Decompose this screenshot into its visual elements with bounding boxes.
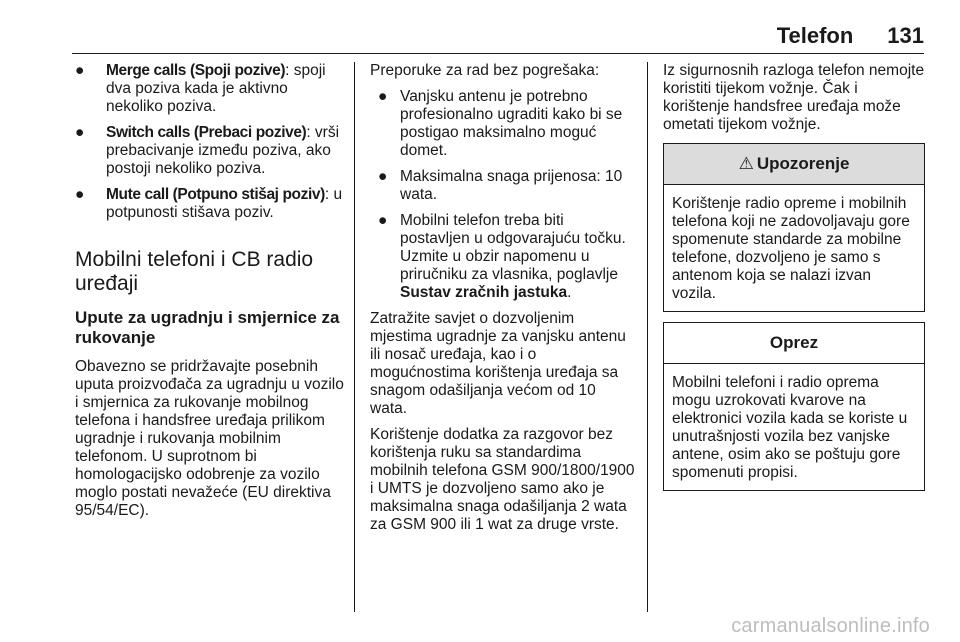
bullet-icon: ● <box>378 212 388 229</box>
menu-term-mute-call: Mute call (Potpuno stišaj poziv) <box>106 186 325 203</box>
caution-box <box>663 322 925 491</box>
list-item-text: : spoji dva poziva kada je aktivno nekoliko poziva. <box>106 62 326 115</box>
warning-box <box>663 143 925 312</box>
bullet-icon: ● <box>75 186 85 203</box>
caution-title: Oprez <box>769 333 819 352</box>
bullet-icon: ● <box>75 62 85 79</box>
section-subheading: Upute za ugradnju i smjernice za rukovanje <box>75 308 340 347</box>
column-2 <box>370 62 635 542</box>
list-item <box>370 168 635 204</box>
list-item <box>370 212 635 302</box>
intro-text: Preporuke za rad bez pogrešaka: <box>370 62 600 79</box>
list-item <box>75 62 345 116</box>
list-item-text: : u potpunosti stišava poziv. <box>106 186 343 221</box>
bullet-icon: ● <box>378 88 388 105</box>
chapter-reference: Sustav zračnih jastuka <box>400 284 568 301</box>
column-divider-1 <box>354 62 355 612</box>
bullet-icon: ● <box>378 168 388 185</box>
page-header <box>72 24 924 54</box>
column-divider-2 <box>647 62 648 612</box>
body-paragraph: Zatražite savjet o dozvoljenim mjestima ugradnje za vanjsku antenu ili nosač uređaja, kao i o mogućnostima korištenja uređaja sa snagom odašiljanja većom od 10 wata. <box>370 310 626 417</box>
list-item-text: Maksimalna snaga prijenosa: 10 wata. <box>400 168 623 203</box>
body-paragraph: Obavezno se pridržavajte posebnih uputa proizvođača za ugradnju u vozilo i smjernica za rukovanje mobilnog telefona i handsfree uređaja prilikom ugradnje i rukovanja mobilnim telefonom. U suprotnom bi homologacijsko odobrenje za vozilo moglo postati nevažeće (EU direktiva 95/54/EC). <box>75 358 344 519</box>
bullet-icon: ● <box>75 124 85 141</box>
warning-header <box>664 144 924 185</box>
warning-icon: ⚠ <box>738 154 754 173</box>
menu-term-merge-calls: Merge calls (Spoji pozive) <box>106 62 286 79</box>
list-item-text: Mobilni telefon treba biti postavljen u odgovarajuću točku. Uzmite u obzir napomenu u priručniku za vlasnika, poglavlje <box>400 212 626 283</box>
body-paragraph: Korištenje dodatka za razgovor bez korištenja ruku sa standardima mobilnih telefona GSM 900/1800/1900 i UMTS je dozvoljeno samo ako je maksimalna snaga odašiljanja 2 wata za GSM 900 ili 1 wat za druge vrste. <box>370 426 635 533</box>
watermark: carmanualsonline.info <box>731 615 930 637</box>
list-item <box>75 186 345 222</box>
section-heading: Mobilni telefoni i CB radio uređaji <box>75 248 314 295</box>
warning-title: Upozorenje <box>756 154 850 173</box>
menu-term-switch-calls: Switch calls (Prebaci pozive) <box>106 124 307 141</box>
list-item-text: : vrši prebacivanje između poziva, ako postoji nekoliko poziva. <box>106 124 340 177</box>
list-item-text: Vanjsku antenu je potrebno profesionalno ugraditi kako bi se postigao maksimalno moguć domet. <box>400 88 623 159</box>
punctuation: . <box>567 284 572 301</box>
caution-text: Mobilni telefoni i radio oprema mogu uzrokovati kvarove na elektronici vozila kada se koriste u unutrašnjosti vozila bez vanjske antene, osim ako se poštuju gore spomenuti propisi. <box>672 374 908 481</box>
caution-header <box>664 323 924 364</box>
warning-text: Korištenje radio opreme i mobilnih telefona koji ne zadovoljavaju gore spomenute standarde za mobilne telefone, dozvoljeno je samo s antenom koja se nalazi izvan vozila. <box>672 195 910 302</box>
page-title: Telefon <box>776 23 854 48</box>
page-number: 131 <box>887 23 924 48</box>
body-paragraph: Iz sigurnosnih razloga telefon nemojte koristiti tijekom vožnje. Čak i korištenje handsfree uređaja može ometati tijekom vožnje. <box>663 62 925 133</box>
column-3 <box>663 62 925 491</box>
list-item <box>75 124 345 178</box>
column-1 <box>75 62 345 528</box>
list-item <box>370 88 635 160</box>
